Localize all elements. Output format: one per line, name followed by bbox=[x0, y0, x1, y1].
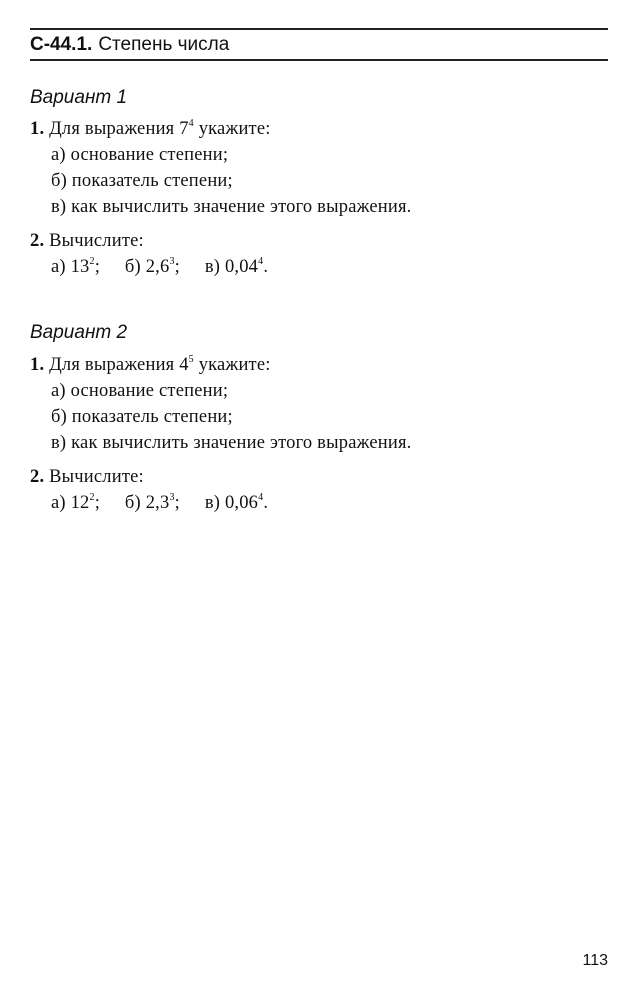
calc-base-a: 13 bbox=[70, 257, 90, 277]
task-exponent: 4 bbox=[188, 118, 194, 129]
task-text-before: Для выражения bbox=[49, 119, 175, 139]
task-item-b: б) показатель степени; bbox=[51, 407, 233, 427]
calc-base-b: 2,3 bbox=[145, 493, 170, 513]
task-2-line bbox=[30, 464, 608, 490]
task-item-c: в) как вычислить значение этого выражения. bbox=[51, 197, 412, 217]
calc-exp-b: 3 bbox=[169, 492, 175, 503]
section-header bbox=[30, 28, 608, 61]
task-number: 2. bbox=[30, 467, 45, 487]
task-2-line bbox=[30, 228, 608, 254]
task-text-before: Для выражения bbox=[49, 355, 175, 375]
calc-exp-c: 4 bbox=[258, 256, 264, 267]
task-number: 1. bbox=[30, 119, 45, 139]
variant-1-title: Вариант 1 bbox=[30, 87, 128, 108]
calc-label-a: а) bbox=[51, 493, 66, 513]
calc-label-a: а) bbox=[51, 257, 66, 277]
calc-base-a: 12 bbox=[70, 493, 90, 513]
calc-label-c: в) bbox=[204, 257, 221, 277]
calc-exp-a: 2 bbox=[89, 492, 95, 503]
calc-label-c: в) bbox=[204, 493, 221, 513]
calc-exp-b: 3 bbox=[169, 256, 175, 267]
task-number: 1. bbox=[30, 355, 45, 375]
task-exponent: 5 bbox=[188, 354, 194, 365]
calc-exp-a: 2 bbox=[89, 256, 95, 267]
task-item-b: б) показатель степени; bbox=[51, 171, 233, 191]
calc-end-a: ; bbox=[94, 257, 101, 277]
calc-end-c: . bbox=[263, 257, 269, 277]
variant-2-task-1 bbox=[30, 352, 608, 456]
calc-label-b: б) bbox=[124, 257, 141, 277]
calc-base-c: 0,06 bbox=[224, 493, 259, 513]
calc-end-c: . bbox=[263, 493, 269, 513]
variant-1-task-1 bbox=[30, 116, 608, 220]
calc-label-b: б) bbox=[124, 493, 141, 513]
task-text-after: укажите: bbox=[198, 355, 271, 375]
calc-items bbox=[30, 254, 608, 280]
task-base: 7 bbox=[179, 119, 189, 139]
calc-items bbox=[30, 490, 608, 516]
task-text: Вычислите: bbox=[49, 231, 144, 251]
calc-end-b: ; bbox=[174, 493, 180, 513]
task-item-a: а) основание степени; bbox=[51, 145, 229, 165]
variant-2-title: Вариант 2 bbox=[30, 322, 128, 343]
variant-2-task-2 bbox=[30, 464, 608, 516]
calc-end-a: ; bbox=[94, 493, 101, 513]
task-1-line bbox=[30, 116, 608, 142]
section-code: С-44.1. bbox=[30, 34, 93, 55]
calc-base-c: 0,04 bbox=[224, 257, 259, 277]
calc-end-b: ; bbox=[174, 257, 180, 277]
section-title: Степень числа bbox=[98, 34, 230, 55]
task-item-c: в) как вычислить значение этого выражения. bbox=[51, 433, 412, 453]
task-item-a: а) основание степени; bbox=[51, 381, 229, 401]
task-text-after: укажите: bbox=[198, 119, 271, 139]
variant-1-task-2 bbox=[30, 228, 608, 280]
task-1-line bbox=[30, 352, 608, 378]
page-number: 113 bbox=[582, 952, 608, 969]
task-text: Вычислите: bbox=[49, 467, 144, 487]
task-base: 4 bbox=[179, 355, 189, 375]
calc-base-b: 2,6 bbox=[145, 257, 170, 277]
task-number: 2. bbox=[30, 231, 45, 251]
calc-exp-c: 4 bbox=[258, 492, 264, 503]
